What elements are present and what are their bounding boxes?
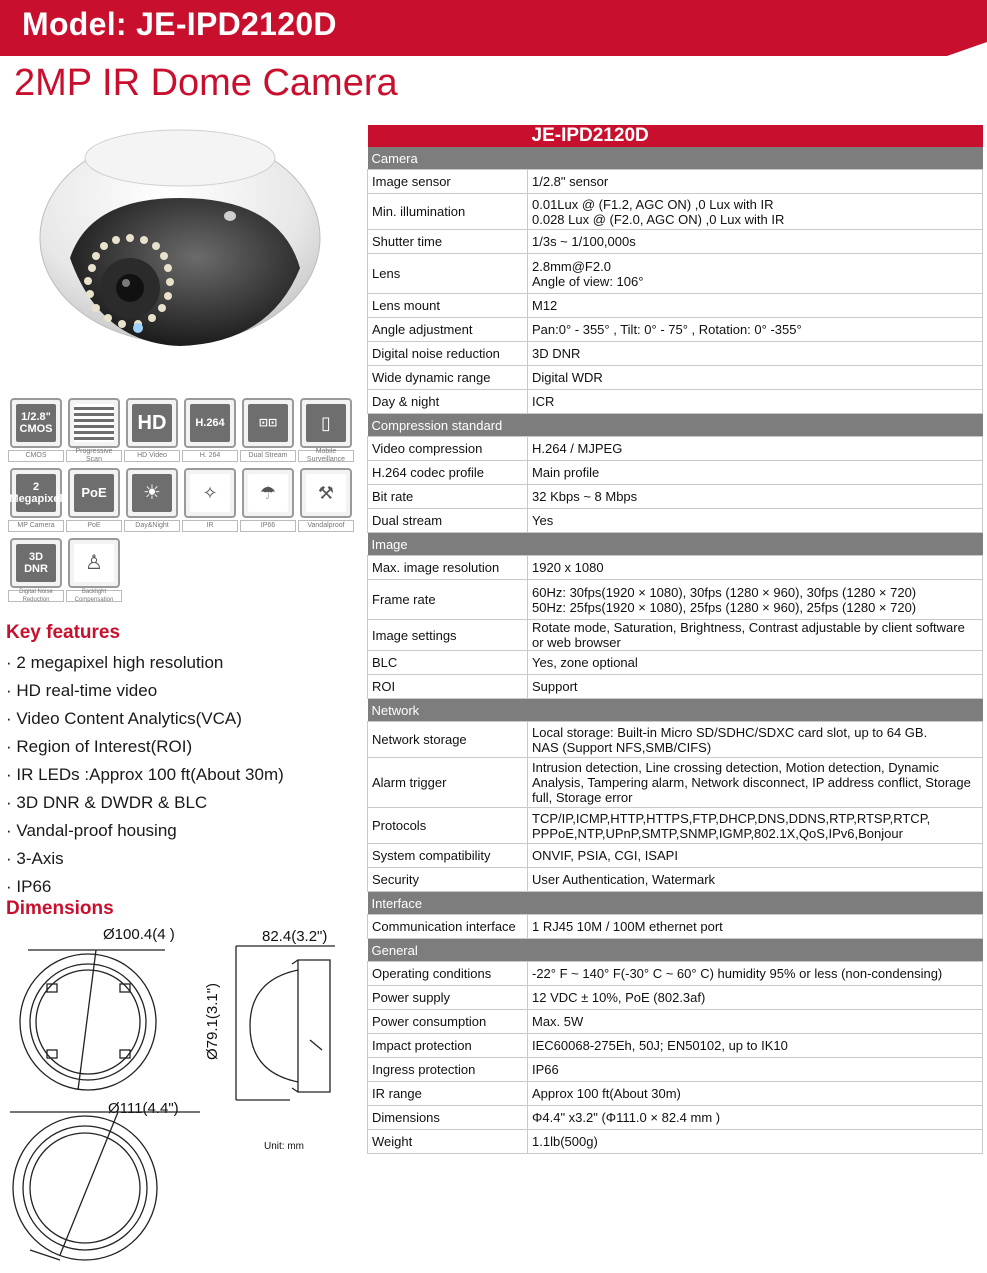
table-row (368, 1034, 983, 1058)
spec-label: H.264 codec profile (368, 461, 528, 485)
spec-label: Angle adjustment (368, 318, 528, 342)
spec-value: 1 RJ45 10M / 100M ethernet port (528, 915, 983, 939)
table-row (368, 1058, 983, 1082)
table-row (368, 1130, 983, 1154)
list-item: · 3D DNR & DWDR & BLC (6, 792, 284, 820)
model-title: Model: JE-IPD2120D (22, 6, 337, 42)
spec-label: Power consumption (368, 1010, 528, 1034)
table-row (368, 366, 983, 390)
ip66-icon: ☂ IP66 (240, 468, 296, 532)
spec-value: 1.1lb(500g) (528, 1130, 983, 1154)
dimensions-title: Dimensions (6, 898, 114, 919)
spec-label: Dual stream (368, 509, 528, 533)
spec-model-header (368, 125, 983, 147)
table-row (368, 294, 983, 318)
spec-value: Yes, zone optional (528, 651, 983, 675)
spec-value: ICR (528, 390, 983, 414)
spec-label: Operating conditions (368, 962, 528, 986)
table-row (368, 844, 983, 868)
ir-icon: ✧ IR (182, 468, 238, 532)
table-row (368, 342, 983, 366)
table-row (368, 722, 983, 758)
spec-label: Lens (368, 254, 528, 294)
spec-value: 32 Kbps ~ 8 Mbps (528, 485, 983, 509)
bottom-diameter-label: Ø111(4.4") (108, 1100, 179, 1117)
spec-value: IP66 (528, 1058, 983, 1082)
cmos-icon: 1/2.8" CMOS CMOS (8, 398, 64, 462)
spec-label: Impact protection (368, 1034, 528, 1058)
dome-camera-image (30, 128, 330, 360)
spec-label: Max. image resolution (368, 556, 528, 580)
spec-model-name: JE-IPD2120D (528, 125, 983, 147)
spec-section-title: Image (368, 533, 983, 556)
spec-label: Alarm trigger (368, 758, 528, 808)
table-row (368, 194, 983, 230)
spec-value: 1/2.8" sensor (528, 170, 983, 194)
spec-value: Support (528, 675, 983, 699)
spec-value: User Authentication, Watermark (528, 868, 983, 892)
spec-value: M12 (528, 294, 983, 318)
spec-label: ROI (368, 675, 528, 699)
spec-label: Power supply (368, 986, 528, 1010)
spec-label: Ingress protection (368, 1058, 528, 1082)
list-item: · Video Content Analytics(VCA) (6, 708, 284, 736)
hd-video-icon: HD HD Video (124, 398, 180, 462)
table-row (368, 986, 983, 1010)
table-row (368, 437, 983, 461)
spec-label: Dimensions (368, 1106, 528, 1130)
table-row (368, 758, 983, 808)
spec-label: Communication interface (368, 915, 528, 939)
key-features-list (6, 652, 284, 904)
spec-label: Security (368, 868, 528, 892)
model-banner (0, 0, 987, 56)
spec-section-title: Camera (368, 147, 983, 170)
dual-stream-icon: ⊡⊡ Dual Stream (240, 398, 296, 462)
spec-value: IEC60068-275Eh, 50J; EN50102, up to IK10 (528, 1034, 983, 1058)
table-row (368, 1082, 983, 1106)
spec-value: 0.01Lux @ (F1.2, AGC ON) ,0 Lux with IR 0.028 Lux @ (F2.0, AGC ON) ,0 Lux with IR (528, 194, 983, 230)
spec-label: Lens mount (368, 294, 528, 318)
spec-value: Max. 5W (528, 1010, 983, 1034)
spec-value: -22° F ~ 140° F(-30° C ~ 60° C) humidity 95% or less (non-condensing) (528, 962, 983, 986)
spec-section-title: Compression standard (368, 414, 983, 437)
spec-value: Digital WDR (528, 366, 983, 390)
h264-icon: H.264 H. 264 (182, 398, 238, 462)
spec-label: Video compression (368, 437, 528, 461)
spec-value: Approx 100 ft(About 30m) (528, 1082, 983, 1106)
spec-section-title: Interface (368, 892, 983, 915)
spec-value: H.264 / MJPEG (528, 437, 983, 461)
spec-section-header (368, 699, 983, 722)
spec-value: Rotate mode, Saturation, Brightness, Contrast adjustable by client software or web browser (528, 620, 983, 651)
megapixel-icon: 2 Megapixel MP Camera (8, 468, 64, 532)
table-row (368, 580, 983, 620)
table-row (368, 1106, 983, 1130)
spec-value: 2.8mm@F2.0 Angle of view: 106° (528, 254, 983, 294)
spec-value: Main profile (528, 461, 983, 485)
table-row (368, 254, 983, 294)
spec-value: 3D DNR (528, 342, 983, 366)
spec-value: ONVIF, PSIA, CGI, ISAPI (528, 844, 983, 868)
spec-label: Protocols (368, 808, 528, 844)
table-row (368, 675, 983, 699)
poe-icon: PoE PoE (66, 468, 122, 532)
spec-section-header (368, 147, 983, 170)
banner-fold (947, 42, 987, 56)
spec-value: Intrusion detection, Line crossing detection, Motion detection, Dynamic Analysis, Tampering alarm, Network disconnect, IP address conflict, Storage full, Storage error (528, 758, 983, 808)
spec-label: Wide dynamic range (368, 366, 528, 390)
spec-value: 60Hz: 30fps(1920 × 1080), 30fps (1280 × 960), 30fps (1280 × 720) 50Hz: 25fps(1920 × 1080), 25fps (1280 × 960), 25fps (1280 × 720) (528, 580, 983, 620)
side-height-label: Ø79.1(3.1") (204, 982, 221, 1060)
table-row (368, 509, 983, 533)
table-row (368, 230, 983, 254)
progressive-scan-icon: Progressive Scan (66, 398, 122, 462)
spec-value: 1920 x 1080 (528, 556, 983, 580)
spec-label: Bit rate (368, 485, 528, 509)
day-night-icon: ☀ Day&Night (124, 468, 180, 532)
spec-label: BLC (368, 651, 528, 675)
table-row (368, 915, 983, 939)
list-item: · 3-Axis (6, 848, 284, 876)
table-row (368, 962, 983, 986)
spec-section-header (368, 414, 983, 437)
table-row (368, 808, 983, 844)
spec-value: Yes (528, 509, 983, 533)
product-subtitle: 2MP IR Dome Camera (14, 62, 398, 104)
spec-label: System compatibility (368, 844, 528, 868)
table-row (368, 485, 983, 509)
spec-value: TCP/IP,ICMP,HTTP,HTTPS,FTP,DHCP,DNS,DDNS,RTP,RTSP,RTCP, PPPoE,NTP,UPnP,SMTP,SNMP,IGMP,802.1X,QoS,IPv6,Bonjour (528, 808, 983, 844)
spec-value: Φ4.4" x3.2" (Φ111.0 × 82.4 mm ) (528, 1106, 983, 1130)
unit-label: Unit: mm (264, 1141, 304, 1152)
spec-value: 1/3s ~ 1/100,000s (528, 230, 983, 254)
spec-value: Local storage: Built-in Micro SD/SDHC/SDXC card slot, up to 64 GB. NAS (Support NFS,SMB/CIFS) (528, 722, 983, 758)
vandalproof-icon: ⚒ Vandalproof (298, 468, 354, 532)
spec-label: Image settings (368, 620, 528, 651)
list-item: · IR LEDs :Approx 100 ft(About 30m) (6, 764, 284, 792)
top-diameter-label: Ø100.4(4 ) (103, 926, 175, 943)
list-item: · HD real-time video (6, 680, 284, 708)
spec-value: 12 VDC ± 10%, PoE (802.3af) (528, 986, 983, 1010)
spec-section-title: Network (368, 699, 983, 722)
table-row (368, 170, 983, 194)
spec-label: Digital noise reduction (368, 342, 528, 366)
spec-label: Day & night (368, 390, 528, 414)
spec-label: IR range (368, 1082, 528, 1106)
table-row (368, 318, 983, 342)
key-features-title: Key features (6, 622, 121, 643)
spec-label: Weight (368, 1130, 528, 1154)
table-row (368, 556, 983, 580)
list-item: · Vandal-proof housing (6, 820, 284, 848)
spec-table (367, 125, 983, 1154)
table-row (368, 1010, 983, 1034)
list-item: · IP66 (6, 876, 284, 904)
list-item: · Region of Interest(ROI) (6, 736, 284, 764)
spec-section-header (368, 939, 983, 962)
table-row (368, 461, 983, 485)
spec-label: Min. illumination (368, 194, 528, 230)
mobile-surveillance-icon: ▯ Mobile Surveillance (298, 398, 354, 462)
spec-value: Pan:0° - 355° , Tilt: 0° - 75° , Rotation: 0° -355° (528, 318, 983, 342)
spec-label: Network storage (368, 722, 528, 758)
side-width-label: 82.4(3.2") (262, 928, 328, 945)
spec-label: Image sensor (368, 170, 528, 194)
list-item: · 2 megapixel high resolution (6, 652, 284, 680)
dimension-drawings (0, 940, 360, 1273)
table-row (368, 651, 983, 675)
backlight-compensation-icon: ♙ Backlight Compensation (66, 538, 122, 602)
spec-section-header (368, 533, 983, 556)
spec-label: Shutter time (368, 230, 528, 254)
spec-section-header (368, 892, 983, 915)
table-row (368, 390, 983, 414)
table-row (368, 620, 983, 651)
spec-label: Frame rate (368, 580, 528, 620)
3d-dnr-icon: 3D DNR Digital Noise Reduction (8, 538, 64, 602)
table-row (368, 868, 983, 892)
spec-section-title: General (368, 939, 983, 962)
